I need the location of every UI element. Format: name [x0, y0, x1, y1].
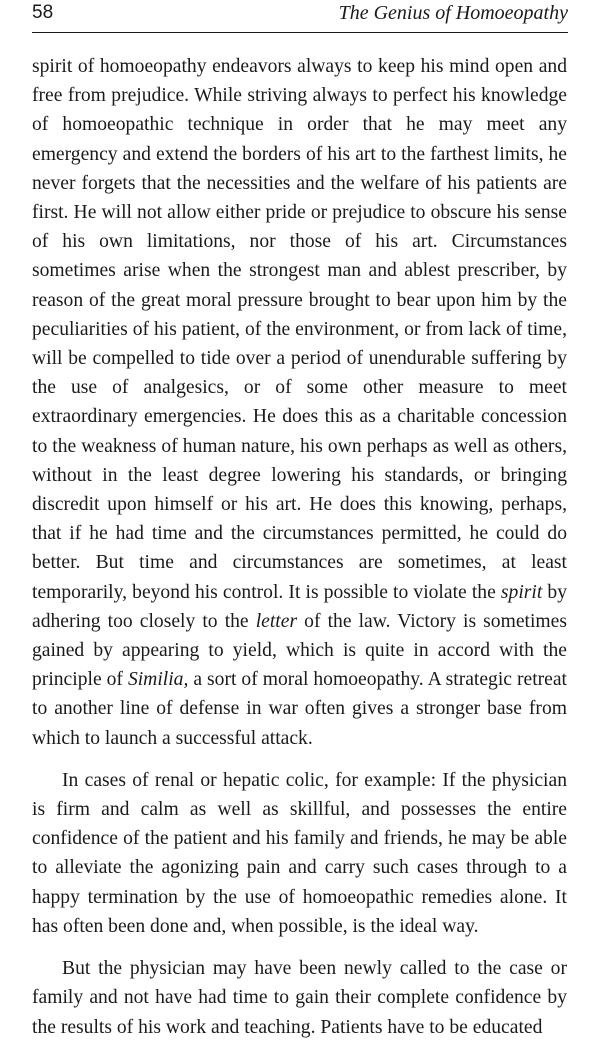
- page-number: 58: [32, 2, 54, 23]
- italic-term-spirit: spirit: [500, 581, 543, 603]
- paragraph-3: [32, 954, 567, 1042]
- paragraph-text: But the physician may have been newly called to the case or family and not have had time to gain their complete confidence by the results of his work and teaching. Patients have to be educated: [32, 958, 567, 1038]
- running-header: [32, 0, 568, 33]
- body-text: [32, 52, 567, 1042]
- paragraph-1: [32, 52, 567, 753]
- paragraph-text: by adhering too closely to the: [32, 581, 567, 632]
- running-title: The Genius of Homoeopathy: [338, 2, 568, 24]
- italic-term-letter: letter: [255, 610, 298, 632]
- paragraph-text: of the law. Victory is sometimes gained by appearing to yield, which is quite in accord with the principle of: [32, 610, 567, 691]
- italic-term-similia: Similia,: [127, 669, 189, 691]
- paragraph-2: [32, 766, 567, 941]
- paragraph-text: spirit of homoeopathy endeavors always to keep his mind open and free from prejudice. While striving always to perfect his knowledge of homoeopathic technique in order that he may meet any emergency and extend the borders of his art to the farthest limits, he never forgets that the necessities and the welfare of his patients are first. He will not allow either pride or prejudice to obscure his sense of his own limitations, nor those of his art. Circumstances sometimes arise when the strongest man and ablest prescriber, by reason of the great moral pressure brought to bear upon him by the peculiarities of his patient, of the environment, or from lack of time, will be compelled to tide over a period of unendurable suffering by the use of analgesics, or of some other measure to meet extraordinary emergencies. He does this as a charitable concession to the weakness of human nature, his own perhaps as well as others, without in the least degree lowering his standards, or bringing discredit upon himself or his art. He does this knowing, perhaps, that if he had time and the circumstances permitted, he could do better. But time and circumstances are sometimes, at least temporarily, beyond his control. It is possible to violate the: [32, 56, 567, 603]
- paragraph-text: In cases of renal or hepatic colic, for example: If the physician is firm and calm as well as skillful, and possesses the entire confidence of the patient and his family and friends, he may be able to alleviate the agonizing pain and carry such cases through to a happy termination by the use of homoeopathic remedies alone. It has often been done and, when possible, is the ideal way.: [32, 769, 567, 937]
- paragraph-text: a sort of moral homoeopathy. A strategic retreat to another line of defense in war often gives a stronger base from which to launch a successful attack.: [32, 669, 567, 749]
